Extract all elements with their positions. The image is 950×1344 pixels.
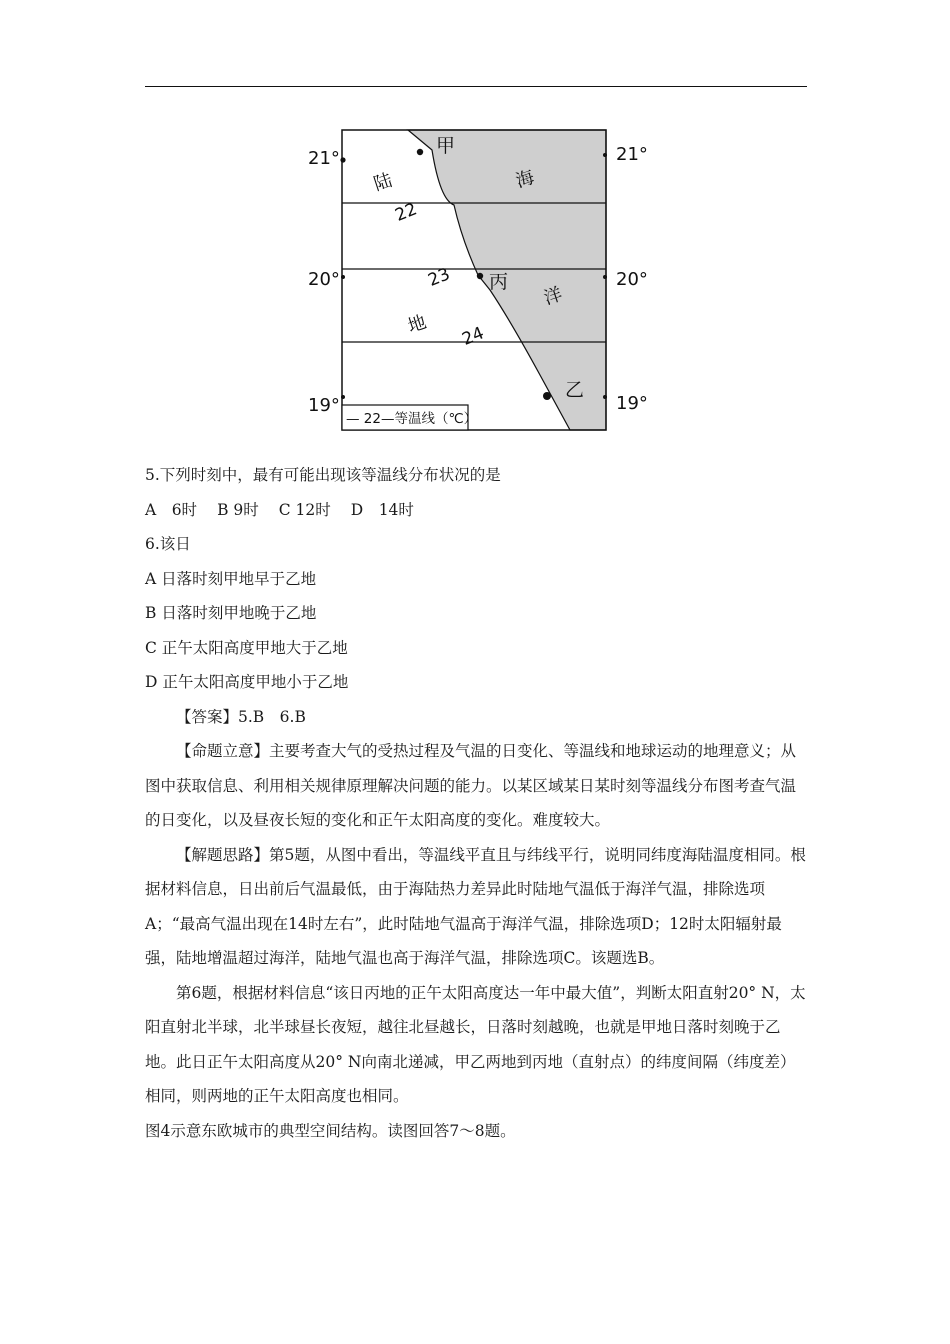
- analysis-q5-paragraph: 【解题思路】第5题，从图中看出，等温线平直且与纬线平行，说明同纬度海陆温度相同。根据材料信息，日出前后气温最低，由于海陆热力差异此时陆地气温低于海洋气温，排除选项A；“最高气温出现在14时左右”，此时陆地气温高于海洋气温，排除选项D；12时太阳辐射最强，陆地增温超过海洋，陆地气温也高于海洋气温，排除选项C。该题选B。: [145, 845, 806, 967]
- intent-paragraph: 【命题立意】主要考查大气的受热过程及气温的日变化、等温线和地球运动的地理意义；从图中获取信息、利用相关规律原理解决问题的能力。以某区域某日某时刻等温线分布图考查气温的日变化，以及昼夜长短的变化和正午太阳高度的变化。难度较大。: [145, 742, 797, 829]
- lat-label-20-right: 20°: [616, 269, 648, 290]
- q6-stem: 6.该日: [145, 535, 191, 553]
- q5-option-c: C 12时: [278, 500, 331, 519]
- place-bing-dot: [477, 273, 483, 279]
- q5-option-a: A 6时: [145, 500, 198, 519]
- isotherm-map: [0, 0, 950, 440]
- q6-option-b: B 日落时刻甲地晚于乙地: [145, 604, 317, 622]
- tick-19-right: [603, 395, 607, 399]
- isotherm-24-label: 24: [459, 323, 487, 350]
- analysis-q6-paragraph: 第6题，根据材料信息“该日丙地的正午太阳高度达一年中最大值”，判断太阳直射20° N，太阳直射北半球，北半球昼长夜短，越往北昼越长，日落时刻越晚，也就是甲地日落时刻晚于乙地。此日正午太阳高度从20° N向南北递减，甲乙两地到丙地（直射点）的纬度间隔（纬度差）相同，则两地的正午太阳高度也相同。: [145, 983, 806, 1105]
- q6-option-a: A 日落时刻甲地早于乙地: [145, 569, 317, 588]
- q5-option-d: D 14时: [350, 500, 414, 519]
- lat-label-19-left: 19°: [308, 395, 340, 416]
- tick-21-left: [340, 157, 345, 162]
- land-char-1: 陆: [371, 169, 395, 196]
- question-text: [145, 458, 810, 1148]
- place-yi-label: 乙: [565, 379, 585, 401]
- place-bing-label: 丙: [489, 271, 509, 293]
- isotherm-23-label: 23: [425, 264, 453, 291]
- isotherm-22-label: 22: [392, 199, 420, 226]
- place-jia-dot: [417, 149, 423, 155]
- q5-option-b: B 9时: [217, 500, 259, 519]
- q6-option-d: D 正午太阳高度甲地小于乙地: [145, 673, 349, 691]
- q5-stem: 5.下列时刻中，最有可能出现该等温线分布状况的是: [145, 466, 501, 484]
- tick-21-right: [603, 153, 607, 157]
- lat-label-20-left: 20°: [308, 269, 340, 290]
- place-jia-label: 甲: [436, 135, 456, 157]
- sea-char-2: 洋: [541, 283, 565, 310]
- legend-text: — 22—等温线（℃）: [346, 411, 478, 427]
- q6-option-c: C 正午太阳高度甲地大于乙地: [145, 638, 348, 657]
- lat-label-21-right: 21°: [616, 144, 648, 165]
- tick-19-left: [341, 395, 345, 399]
- tick-20-left: [341, 275, 345, 279]
- lat-label-19-right: 19°: [616, 393, 648, 414]
- answer-line: 【答案】5.B 6.B: [176, 707, 306, 726]
- sea-char-1: 海: [513, 166, 537, 193]
- land-char-2: 地: [405, 311, 429, 338]
- q5-options: [145, 493, 810, 528]
- place-yi-dot: [543, 392, 551, 400]
- tick-20-right: [603, 275, 607, 279]
- lat-label-21-left: 21°: [308, 148, 340, 169]
- next-section-intro: 图4示意东欧城市的典型空间结构。读图回答7～8题。: [145, 1121, 516, 1140]
